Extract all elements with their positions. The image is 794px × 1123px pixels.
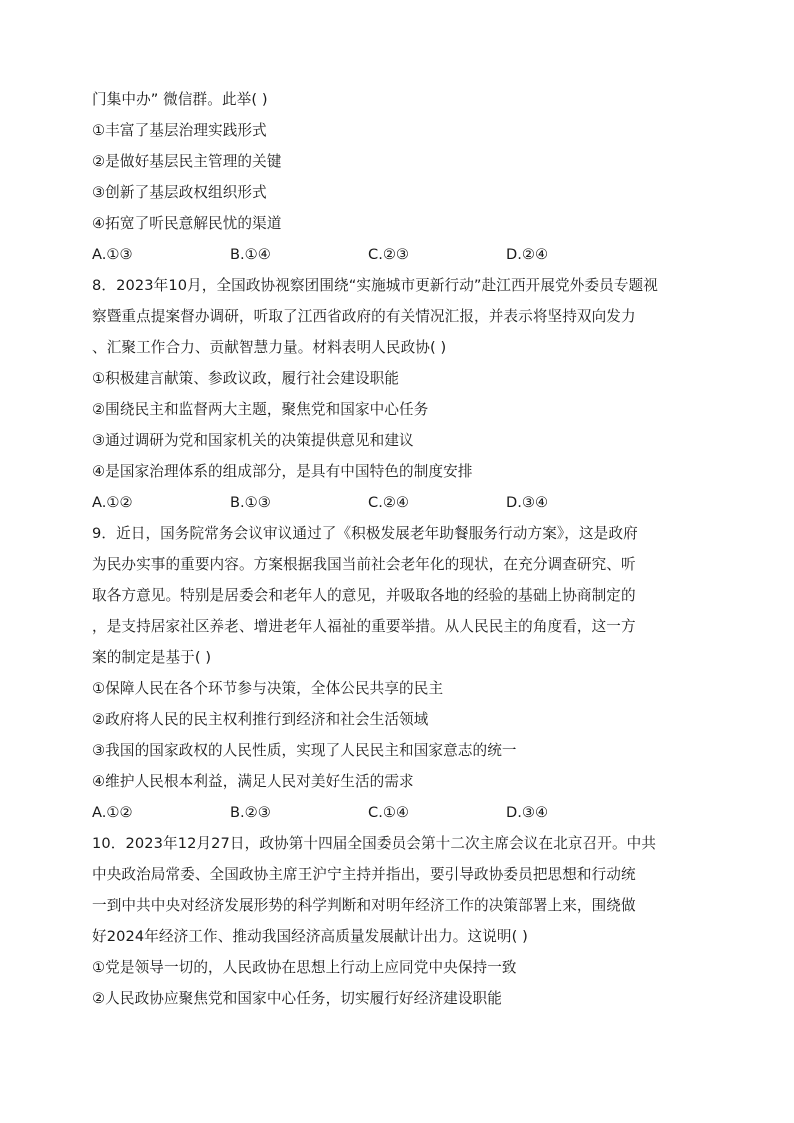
option-b: B.①③	[230, 494, 271, 511]
question-8	[92, 270, 704, 518]
statement-3: ③创新了基层政权组织形式	[92, 184, 267, 201]
question-7-stem-tail: 门集中办” 微信群。此举( )	[92, 91, 268, 108]
question-9	[92, 518, 704, 828]
option-a: A.①③	[92, 246, 133, 263]
option-d: D.②④	[506, 246, 549, 263]
question-9-stem-line-5: 案的制定是基于( )	[92, 649, 212, 666]
question-9-stem-line-2: 为民办实事的重要内容。方案根据我国当前社会老年化的现状，在充分调查研究、听	[92, 556, 636, 573]
statement-4: ④拓宽了听民意解民忧的渠道	[92, 215, 282, 232]
statement-3: ③通过调研为党和国家机关的决策提供意见和建议	[92, 432, 414, 449]
question-9-stem-line-4: ，是支持居家社区养老、增进老年人福祉的重要举措。从人民民主的角度看，这一方	[92, 618, 636, 635]
question-10	[92, 828, 704, 1014]
statement-2: ②人民政协应聚焦党和国家中心任务，切实履行好经济建设职能	[92, 990, 502, 1007]
question-9-stem-line-1: 9．近日，国务院常务会议审议通过了《积极发展老年助餐服务行动方案》，这是政府	[92, 525, 638, 542]
statement-3: ③我国的国家政权的人民性质，实现了人民民主和国家意志的统一	[92, 742, 517, 759]
question-9-stem-line-3: 取各方意见。特别是居委会和老年人的意见，并吸取各地的经验的基础上协商制定的	[92, 587, 636, 604]
answer-options	[92, 487, 704, 518]
statement-4: ④维护人民根本利益，满足人民对美好生活的需求	[92, 773, 414, 790]
statement-2: ②围绕民主和监督两大主题，聚焦党和国家中心任务	[92, 401, 429, 418]
option-c: C.②④	[368, 494, 409, 511]
exam-page	[92, 84, 704, 1014]
option-c: C.②③	[368, 246, 409, 263]
statement-1: ①党是领导一切的，人民政协在思想上行动上应同党中央保持一致	[92, 959, 517, 976]
statement-1: ①积极建言献策、参政议政，履行社会建设职能	[92, 370, 400, 387]
option-d: D.③④	[506, 804, 549, 821]
statement-2: ②政府将人民的民主权利推行到经济和社会生活领域	[92, 711, 429, 728]
question-10-stem-line-3: 一到中共中央对经济发展形势的科学判断和对明年经济工作的决策部署上来，围绕做	[92, 897, 636, 914]
statement-1: ①丰富了基层治理实践形式	[92, 122, 267, 139]
option-a: A.①②	[92, 494, 133, 511]
answer-options	[92, 239, 704, 270]
option-b: B.②③	[230, 804, 271, 821]
statement-4: ④是国家治理体系的组成部分，是具有中国特色的制度安排	[92, 463, 473, 480]
question-10-stem-line-2: 中央政治局常委、全国政协主席王沪宁主持并指出，要引导政协委员把思想和行动统	[92, 866, 636, 883]
question-8-stem-line-3: 、汇聚工作合力、贡献智慧力量。材料表明人民政协( )	[92, 339, 447, 356]
question-7	[92, 84, 704, 270]
option-b: B.①④	[230, 246, 271, 263]
statement-1: ①保障人民在各个环节参与决策，全体公民共享的民主	[92, 680, 444, 697]
statement-2: ②是做好基层民主管理的关键	[92, 153, 282, 170]
option-c: C.①④	[368, 804, 409, 821]
option-d: D.③④	[506, 494, 549, 511]
question-8-stem-line-1: 8．2023年10月，全国政协视察团围绕“实施城市更新行动”赴江西开展党外委员专题视	[92, 277, 658, 294]
option-a: A.①②	[92, 804, 133, 821]
question-10-stem-line-4: 好2024年经济工作、推动我国经济高质量发展献计出力。这说明( )	[92, 928, 528, 945]
answer-options	[92, 797, 704, 828]
question-8-stem-line-2: 察暨重点提案督办调研，听取了江西省政府的有关情况汇报，并表示将坚持双向发力	[92, 308, 636, 325]
question-10-stem-line-1: 10．2023年12月27日，政协第十四届全国委员会第十二次主席会议在北京召开。中共	[92, 835, 657, 852]
